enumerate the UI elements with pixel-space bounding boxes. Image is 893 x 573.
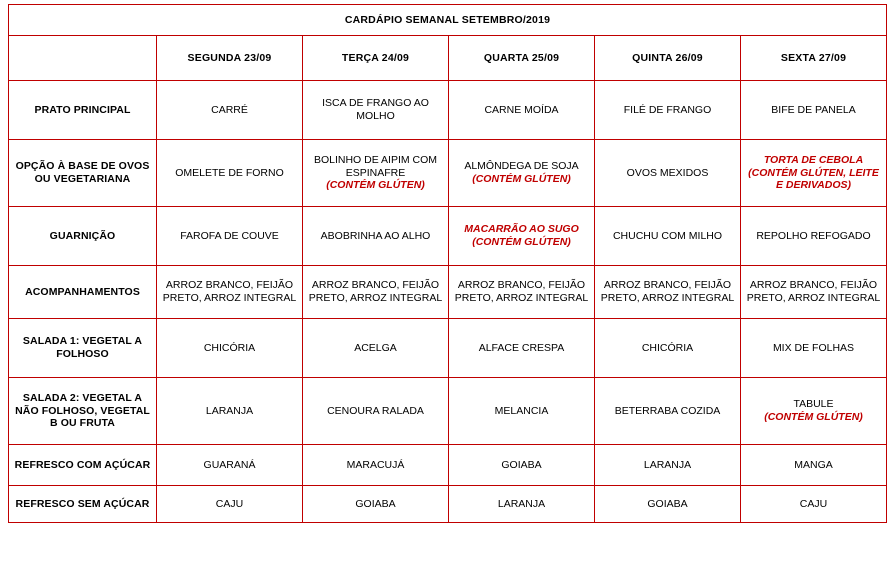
cell-text: GUARANÁ — [203, 458, 256, 471]
table-row — [9, 266, 887, 319]
table-corner-cell — [9, 36, 157, 81]
cell-salada1-sexta — [741, 319, 887, 378]
cell-prato-principal-quarta — [449, 81, 595, 140]
row-label-refresco-sem-acucar: REFRESCO SEM AÇÚCAR — [9, 486, 157, 523]
cell-refresco-sem-segunda — [157, 486, 303, 523]
table-row — [9, 378, 887, 445]
cell-text: MELANCIA — [494, 404, 549, 417]
cell-opcao-sexta — [741, 140, 887, 207]
cell-allergen-note: (CONTÉM GLÚTEN) — [764, 411, 863, 423]
row-label-guarnicao: GUARNIÇÃO — [9, 207, 157, 266]
cell-guarnicao-segunda — [157, 207, 303, 266]
cell-text: CHICÓRIA — [641, 341, 694, 354]
column-header-terca: TERÇA 24/09 — [303, 36, 449, 81]
cell-refresco-com-quinta — [595, 445, 741, 486]
cell-text: ABOBRINHA AO ALHO — [320, 229, 431, 242]
cell-salada1-quarta — [449, 319, 595, 378]
cell-text: CENOURA RALADA — [327, 404, 424, 417]
cell-text: REPOLHO REFOGADO — [756, 229, 871, 242]
cell-text: ARROZ BRANCO, FEIJÃO PRETO, ARROZ INTEGRAL — [308, 279, 443, 304]
cell-text: ISCA DE FRANGO AO MOLHO — [322, 97, 429, 122]
table-row — [9, 81, 887, 140]
cell-text: GOIABA — [355, 497, 396, 510]
cell-text: CHUCHU COM MILHO — [612, 229, 723, 242]
cell-acompanhamentos-quarta — [449, 266, 595, 319]
cell-prato-principal-quinta — [595, 81, 741, 140]
cell-text: CAJU — [215, 497, 244, 510]
cell-salada2-sexta — [741, 378, 887, 445]
cell-refresco-com-segunda — [157, 445, 303, 486]
table-row — [9, 319, 887, 378]
cell-text: MIX DE FOLHAS — [772, 341, 855, 354]
row-label-salada-2: SALADA 2: VEGETAL A NÃO FOLHOSO, VEGETAL B OU FRUTA — [9, 378, 157, 445]
cell-text: BOLINHO DE AIPIM COM ESPINAFRE — [313, 153, 438, 179]
row-label-opcao-ovos-vegetariana: OPÇÃO À BASE DE OVOS OU VEGETARIANA — [9, 140, 157, 207]
table-title-row — [9, 5, 887, 36]
cell-text: OMELETE DE FORNO — [175, 166, 284, 179]
cell-allergen-note: (CONTÉM GLÚTEN) — [472, 236, 571, 248]
row-label-prato-principal: PRATO PRINCIPAL — [9, 81, 157, 140]
cell-text: GOIABA — [647, 497, 688, 510]
cell-text: ARROZ BRANCO, FEIJÃO PRETO, ARROZ INTEGRAL — [746, 279, 881, 304]
cell-text: MARACUJÁ — [346, 458, 405, 471]
cell-text: BETERRABA COZIDA — [614, 404, 721, 417]
cell-text: FAROFA DE COUVE — [180, 229, 279, 242]
cell-refresco-sem-quarta — [449, 486, 595, 523]
cell-text: LARANJA — [643, 458, 692, 471]
cell-text: FILÉ DE FRANGO — [623, 103, 712, 116]
cell-salada2-segunda — [157, 378, 303, 445]
cell-text: ALMÔNDEGA DE SOJA — [464, 160, 579, 173]
page-title: CARDÁPIO SEMANAL SETEMBRO/2019 — [9, 5, 887, 36]
cell-guarnicao-quinta — [595, 207, 741, 266]
cell-text: ARROZ BRANCO, FEIJÃO PRETO, ARROZ INTEGRAL — [454, 279, 589, 304]
cell-refresco-sem-sexta — [741, 486, 887, 523]
column-header-sexta: SEXTA 27/09 — [741, 36, 887, 81]
column-header-quinta: QUINTA 26/09 — [595, 36, 741, 81]
cell-text: TORTA DE CEBOLA — [763, 153, 864, 166]
cell-text: GOIABA — [501, 458, 542, 471]
cell-text: BIFE DE PANELA — [771, 103, 856, 116]
cell-text: ARROZ BRANCO, FEIJÃO PRETO, ARROZ INTEGRAL — [162, 279, 297, 304]
cell-salada1-terca — [303, 319, 449, 378]
cell-opcao-segunda — [157, 140, 303, 207]
cell-acompanhamentos-terca — [303, 266, 449, 319]
cell-text: CHICÓRIA — [203, 341, 256, 354]
cell-salada1-quinta — [595, 319, 741, 378]
table-row — [9, 445, 887, 486]
cell-prato-principal-sexta — [741, 81, 887, 140]
cell-acompanhamentos-sexta — [741, 266, 887, 319]
weekly-menu-table — [8, 4, 887, 523]
cell-refresco-com-quarta — [449, 445, 595, 486]
cell-text: MANGA — [794, 458, 833, 471]
cell-salada1-segunda — [157, 319, 303, 378]
cell-salada2-quarta — [449, 378, 595, 445]
cell-text: MACARRÃO AO SUGO — [464, 223, 579, 236]
cell-refresco-sem-terca — [303, 486, 449, 523]
table-row — [9, 207, 887, 266]
cell-allergen-note: (CONTÉM GLÚTEN, LEITE E DERIVADOS) — [748, 166, 879, 192]
cell-text: ALFACE CRESPA — [478, 341, 565, 354]
cell-acompanhamentos-quinta — [595, 266, 741, 319]
cell-opcao-terca — [303, 140, 449, 207]
cell-refresco-com-terca — [303, 445, 449, 486]
cell-guarnicao-quarta — [449, 207, 595, 266]
cell-refresco-com-sexta — [741, 445, 887, 486]
cell-prato-principal-segunda — [157, 81, 303, 140]
column-header-quarta: QUARTA 25/09 — [449, 36, 595, 81]
cell-opcao-quinta — [595, 140, 741, 207]
cell-text: ARROZ BRANCO, FEIJÃO PRETO, ARROZ INTEGRAL — [600, 279, 735, 304]
cell-prato-principal-terca — [303, 81, 449, 140]
cell-text: ACELGA — [354, 341, 397, 354]
cell-text: OVOS MEXIDOS — [626, 166, 709, 179]
cell-text: CARRÉ — [211, 103, 248, 116]
cell-guarnicao-sexta — [741, 207, 887, 266]
row-label-salada-1: SALADA 1: VEGETAL A FOLHOSO — [9, 319, 157, 378]
cell-text: CARNE MOÍDA — [484, 103, 559, 116]
row-label-acompanhamentos: ACOMPANHAMENTOS — [9, 266, 157, 319]
cell-salada2-terca — [303, 378, 449, 445]
row-label-refresco-com-acucar: REFRESCO COM AÇÚCAR — [9, 445, 157, 486]
table-row — [9, 486, 887, 523]
cell-refresco-sem-quinta — [595, 486, 741, 523]
cell-text: TABULE — [793, 398, 834, 411]
cell-text: CAJU — [799, 497, 828, 510]
cell-text: LARANJA — [497, 497, 546, 510]
cell-allergen-note: (CONTÉM GLÚTEN) — [326, 179, 425, 192]
cell-guarnicao-terca — [303, 207, 449, 266]
table-header-row — [9, 36, 887, 81]
table-row — [9, 140, 887, 207]
cell-acompanhamentos-segunda — [157, 266, 303, 319]
cell-allergen-note: (CONTÉM GLÚTEN) — [472, 173, 571, 185]
cell-opcao-quarta — [449, 140, 595, 207]
cell-salada2-quinta — [595, 378, 741, 445]
column-header-segunda: SEGUNDA 23/09 — [157, 36, 303, 81]
cell-text: LARANJA — [205, 404, 254, 417]
